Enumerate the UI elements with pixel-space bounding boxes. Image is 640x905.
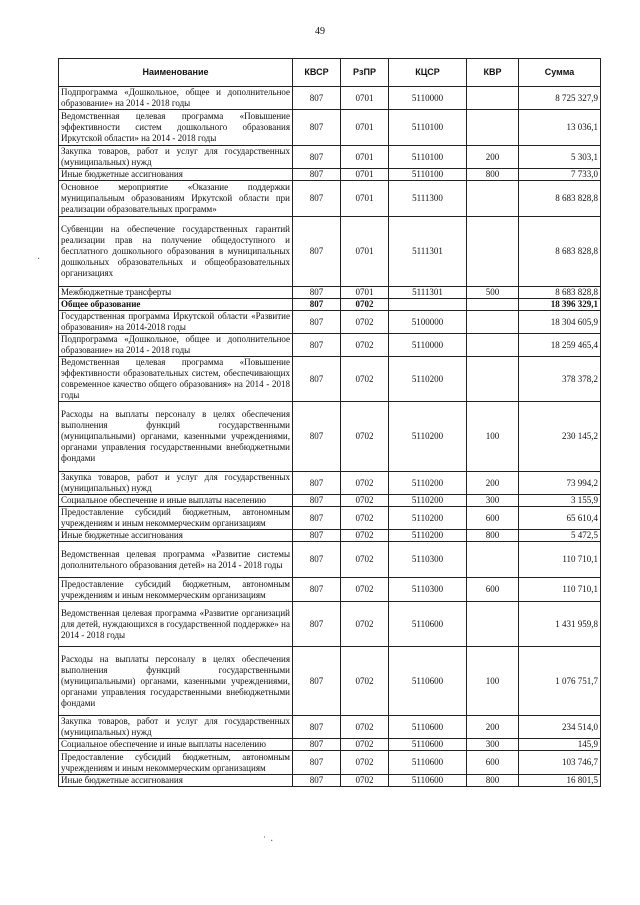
cell-kvsr: 807 [293, 472, 341, 495]
table-row [59, 495, 601, 507]
cell-rzpr: 0701 [341, 87, 389, 110]
cell-rzpr: 0702 [341, 739, 389, 751]
cell-rzpr: 0702 [341, 751, 389, 775]
cell-kvsr: 807 [293, 334, 341, 357]
cell-sum: 18 304 605,9 [519, 311, 601, 334]
cell-rzpr: 0702 [341, 334, 389, 357]
cell-kvr [467, 181, 519, 217]
cell-name: Основное мероприятие «Оказание поддержки муниципальным образованиям Иркутской области при реализации образовательных программ» [59, 181, 293, 217]
cell-kvsr: 807 [293, 751, 341, 775]
cell-kcsr: 5110200 [389, 495, 467, 507]
cell-kvr: 600 [467, 578, 519, 602]
cell-sum: 3 155,9 [519, 495, 601, 507]
cell-name: Подпрограмма «Дошкольное, общее и дополнительное образование» на 2014 - 2018 годы [59, 334, 293, 357]
cell-sum: 234 514,0 [519, 716, 601, 739]
budget-table [58, 58, 601, 787]
cell-kvr [467, 542, 519, 578]
cell-name: Предоставление субсидий бюджетным, автономным учреждениям и иным некоммерческим организациям [59, 578, 293, 602]
column-header-name: Наименование [59, 59, 293, 87]
cell-kvr [467, 357, 519, 402]
page-number: 49 [315, 26, 325, 37]
table-row [59, 357, 601, 402]
cell-rzpr: 0702 [341, 311, 389, 334]
cell-rzpr: 0702 [341, 507, 389, 530]
cell-kcsr: 5110600 [389, 602, 467, 647]
cell-sum: 18 396 329,1 [519, 299, 601, 311]
cell-sum: 7 733,0 [519, 169, 601, 181]
cell-kvsr: 807 [293, 507, 341, 530]
cell-kcsr: 5110600 [389, 647, 467, 716]
table-row [59, 507, 601, 530]
column-header-sum: Сумма [519, 59, 601, 87]
cell-kvr: 100 [467, 647, 519, 716]
cell-sum: 1 076 751,7 [519, 647, 601, 716]
cell-sum: 110 710,1 [519, 578, 601, 602]
table-row [59, 739, 601, 751]
cell-kvsr: 807 [293, 602, 341, 647]
cell-name: Ведомственная целевая программа «Развитие системы дополнительного образования детей» на 2014 - 2018 годы [59, 542, 293, 578]
cell-name: Ведомственная целевая программа «Повышение эффективности систем дошкольного образования Иркутской области» на 2014 - 2018 годы [59, 110, 293, 146]
cell-kvsr: 807 [293, 87, 341, 110]
cell-kcsr: 5111301 [389, 217, 467, 287]
cell-kvr: 100 [467, 402, 519, 472]
cell-kvsr: 807 [293, 311, 341, 334]
cell-sum: 18 259 465,4 [519, 334, 601, 357]
cell-kvsr: 807 [293, 716, 341, 739]
cell-rzpr: 0701 [341, 169, 389, 181]
cell-sum: 73 994,2 [519, 472, 601, 495]
cell-kcsr: 5110600 [389, 751, 467, 775]
cell-kvsr: 807 [293, 287, 341, 299]
cell-kcsr: 5110000 [389, 87, 467, 110]
cell-name: Ведомственная целевая программа «Повышение эффективности образовательных систем, обеспечивающих современное качество общего образования» на 2014 - 2018 годы [59, 357, 293, 402]
cell-kcsr [389, 299, 467, 311]
cell-sum: 103 746,7 [519, 751, 601, 775]
table-row [59, 775, 601, 787]
cell-kcsr: 5110600 [389, 775, 467, 787]
cell-kvr: 200 [467, 146, 519, 169]
cell-kcsr: 5110100 [389, 110, 467, 146]
table-row [59, 110, 601, 146]
cell-name: Государственная программа Иркутской области «Развитие образования» на 2014-2018 годы [59, 311, 293, 334]
cell-kcsr: 5110600 [389, 716, 467, 739]
cell-sum: 16 801,5 [519, 775, 601, 787]
cell-name: Социальное обеспечение и иные выплаты населению [59, 495, 293, 507]
cell-rzpr: 0702 [341, 775, 389, 787]
cell-name: Общее образование [59, 299, 293, 311]
cell-kcsr: 5100000 [389, 311, 467, 334]
cell-kvr: 800 [467, 530, 519, 542]
table-row [59, 716, 601, 739]
cell-kvsr: 807 [293, 217, 341, 287]
cell-kcsr: 5110200 [389, 530, 467, 542]
cell-kvr: 300 [467, 495, 519, 507]
cell-sum: 8 683 828,8 [519, 287, 601, 299]
cell-name: Ведомственная целевая программа «Развитие организаций для детей, нуждающихся в государственной поддержке» на 2014 - 2018 годы [59, 602, 293, 647]
cell-rzpr: 0702 [341, 402, 389, 472]
table-row [59, 181, 601, 217]
cell-name: Социальное обеспечение и иные выплаты населению [59, 739, 293, 751]
table-row [59, 299, 601, 311]
cell-rzpr: 0702 [341, 495, 389, 507]
table-row [59, 751, 601, 775]
cell-rzpr: 0702 [341, 647, 389, 716]
cell-kvsr: 807 [293, 357, 341, 402]
cell-kcsr: 5110100 [389, 169, 467, 181]
table-row [59, 578, 601, 602]
cell-kvr: 500 [467, 287, 519, 299]
column-header-kcsr: КЦСР [389, 59, 467, 87]
cell-rzpr: 0702 [341, 472, 389, 495]
cell-kvr: 800 [467, 775, 519, 787]
cell-sum: 8 683 828,8 [519, 181, 601, 217]
column-header-kvr: КВР [467, 59, 519, 87]
cell-name: Субвенции на обеспечение государственных гарантий реализации прав на получение общедоступного и бесплатного дошкольного образования в муниципальных дошкольных образовательных и общеобразовательных организациях [59, 217, 293, 287]
cell-kcsr: 5110200 [389, 507, 467, 530]
cell-rzpr: 0702 [341, 530, 389, 542]
table-row [59, 287, 601, 299]
table-row [59, 602, 601, 647]
cell-kvsr: 807 [293, 181, 341, 217]
table-row [59, 217, 601, 287]
cell-name: Закупка товаров, работ и услуг для государственных (муниципальных) нужд [59, 716, 293, 739]
cell-kcsr: 5110300 [389, 542, 467, 578]
cell-rzpr: 0702 [341, 357, 389, 402]
cell-kvr: 600 [467, 751, 519, 775]
cell-sum: 65 610,4 [519, 507, 601, 530]
cell-kvsr: 807 [293, 739, 341, 751]
cell-sum: 5 303,1 [519, 146, 601, 169]
cell-name: Предоставление субсидий бюджетным, автономным учреждениям и иным некоммерческим организациям [59, 751, 293, 775]
cell-kcsr: 5111300 [389, 181, 467, 217]
table-row [59, 146, 601, 169]
cell-kvr [467, 602, 519, 647]
cell-kvsr: 807 [293, 299, 341, 311]
cell-name: Расходы на выплаты персоналу в целях обеспечения выполнения функций государственными (муниципальными) органами, казенными учреждениями, органами управления государственными внебюджетными фондами [59, 402, 293, 472]
column-header-kvsr: КВСР [293, 59, 341, 87]
cell-sum: 1 431 959,8 [519, 602, 601, 647]
cell-rzpr: 0702 [341, 299, 389, 311]
cell-sum: 378 378,2 [519, 357, 601, 402]
cell-kvr [467, 334, 519, 357]
cell-kvr: 300 [467, 739, 519, 751]
cell-kvsr: 807 [293, 169, 341, 181]
cell-kvsr: 807 [293, 775, 341, 787]
cell-rzpr: 0701 [341, 110, 389, 146]
cell-rzpr: 0702 [341, 716, 389, 739]
cell-sum: 145,9 [519, 739, 601, 751]
table-row [59, 334, 601, 357]
table-row [59, 472, 601, 495]
table-body [59, 87, 601, 787]
cell-name: Предоставление субсидий бюджетным, автономным учреждениям и иным некоммерческим организациям [59, 507, 293, 530]
cell-kvr: 800 [467, 169, 519, 181]
cell-sum: 8 725 327,9 [519, 87, 601, 110]
cell-name: Иные бюджетные ассигнования [59, 169, 293, 181]
cell-kvsr: 807 [293, 402, 341, 472]
cell-kvr: 200 [467, 472, 519, 495]
cell-kcsr: 5110200 [389, 357, 467, 402]
table-row [59, 311, 601, 334]
cell-sum: 230 145,2 [519, 402, 601, 472]
cell-name: Иные бюджетные ассигнования [59, 530, 293, 542]
table-row [59, 647, 601, 716]
cell-kvr: 600 [467, 507, 519, 530]
cell-kvsr: 807 [293, 495, 341, 507]
cell-rzpr: 0701 [341, 181, 389, 217]
cell-kvr [467, 299, 519, 311]
cell-name: Иные бюджетные ассигнования [59, 775, 293, 787]
table-row [59, 169, 601, 181]
cell-kcsr: 5111301 [389, 287, 467, 299]
cell-kvsr: 807 [293, 110, 341, 146]
table-header-row [59, 59, 601, 87]
cell-kvr [467, 311, 519, 334]
cell-rzpr: 0701 [341, 146, 389, 169]
cell-sum: 13 036,1 [519, 110, 601, 146]
cell-rzpr: 0702 [341, 578, 389, 602]
cell-name: Закупка товаров, работ и услуг для государственных (муниципальных) нужд [59, 472, 293, 495]
cell-rzpr: 0702 [341, 542, 389, 578]
cell-name: Подпрограмма «Дошкольное, общее и дополнительное образование» на 2014 - 2018 годы [59, 87, 293, 110]
cell-sum: 8 683 828,8 [519, 217, 601, 287]
column-header-rzpr: РзПР [341, 59, 389, 87]
cell-name: Межбюджетные трансферты [59, 287, 293, 299]
cell-rzpr: 0702 [341, 602, 389, 647]
cell-name: Расходы на выплаты персоналу в целях обеспечения выполнения функций государственными (муниципальными) органами, казенными учреждениями, органами управления государственными внебюджетными фондами [59, 647, 293, 716]
cell-kvsr: 807 [293, 530, 341, 542]
cell-kvr [467, 217, 519, 287]
scan-speck: · [37, 254, 41, 265]
cell-kvsr: 807 [293, 542, 341, 578]
cell-sum: 110 710,1 [519, 542, 601, 578]
cell-name: Закупка товаров, работ и услуг для государственных (муниципальных) нужд [59, 146, 293, 169]
cell-kvsr: 807 [293, 146, 341, 169]
cell-kvr [467, 110, 519, 146]
cell-kvsr: 807 [293, 647, 341, 716]
table-row [59, 87, 601, 110]
cell-kcsr: 5110000 [389, 334, 467, 357]
cell-rzpr: 0701 [341, 287, 389, 299]
cell-kcsr: 5110200 [389, 472, 467, 495]
cell-kvr: 200 [467, 716, 519, 739]
cell-kcsr: 5110300 [389, 578, 467, 602]
cell-kcsr: 5110100 [389, 146, 467, 169]
table-row [59, 530, 601, 542]
scan-speck: ˙ · [262, 836, 274, 847]
table-row [59, 542, 601, 578]
cell-kvr [467, 87, 519, 110]
table-row [59, 402, 601, 472]
cell-sum: 5 472,5 [519, 530, 601, 542]
cell-kvsr: 807 [293, 578, 341, 602]
cell-rzpr: 0701 [341, 217, 389, 287]
cell-kcsr: 5110600 [389, 739, 467, 751]
cell-kcsr: 5110200 [389, 402, 467, 472]
